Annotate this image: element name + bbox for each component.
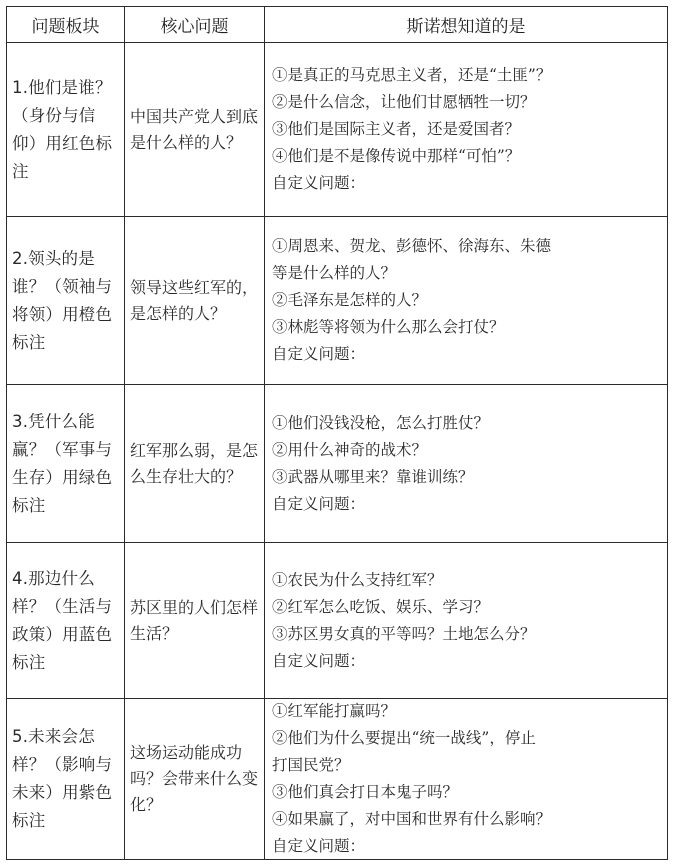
question-table [6,6,668,860]
row-1-want-line: ④他们是不是像传说中那样“可怕”？ [272,147,521,165]
header-core [125,7,265,43]
row-2-want-line: 等是什么样的人？ [272,264,397,282]
row-2-custom-question: 自定义问题： [272,345,366,363]
row-1-core [125,43,265,217]
header-wants [265,7,667,43]
row-3-block-text: 3.凭什么能赢？（军事与生存）用绿色标注 [12,411,113,515]
row-4-core-text: 苏区里的人们怎样生活？ [130,597,259,643]
row-4-core [125,543,265,699]
header-block-label: 问题板块 [31,17,100,37]
row-5-custom-question: 自定义问题： [272,837,366,855]
row-3-custom-question: 自定义问题： [272,494,366,513]
row-5-core-text: 这场运动能成功吗？会带来什么变化？ [130,743,259,814]
row-5-block [7,699,125,859]
row-5-want-line: ④如果赢了，对中国和世界有什么影响？ [272,810,552,828]
row-3-wants [265,385,667,543]
row-5-want-line: 打国民党？ [272,756,350,774]
row-5-want-line: ③他们真会打日本鬼子吗？ [272,783,459,801]
row-5-want-line: ①红军能打赢吗？ [272,702,397,720]
row-5-want-line: ②他们为什么要提出“统一战线”，停止 [272,729,536,747]
row-4-custom-question: 自定义问题： [272,651,366,670]
row-2-block-text: 2.领头的是谁？（领袖与将领）用橙色标注 [12,248,113,352]
row-3-block [7,385,125,543]
header-wants-label: 斯诺想知道的是 [406,17,526,37]
row-4-block [7,543,125,699]
row-2-want-line: ③林彪等将领为什么那么会打仗？ [272,318,505,336]
header-block [7,7,125,43]
row-1-block-text: 1.他们是谁？（身份与信仰）用红色标注 [12,77,113,181]
row-3-want-line: ①他们没钱没枪，怎么打胜仗？ [272,413,490,432]
row-4-wants [265,543,667,699]
row-1-want-line: ①是真正的马克思主义者，还是“土匪”？ [272,66,552,84]
row-3-core-text: 红军那么弱，是怎么生存壮大的？ [130,440,259,486]
row-1-wants [265,43,667,217]
row-2-core [125,217,265,385]
row-4-want-line: ①农民为什么支持红军？ [272,570,443,589]
row-4-block-text: 4.那边什么样？（生活与政策）用蓝色标注 [12,568,113,672]
row-2-want-line: ②毛泽东是怎样的人？ [272,291,428,309]
row-2-want-line: ①周恩来、贺龙、彭德怀、徐海东、朱德 [272,237,552,255]
row-5-wants [265,699,667,859]
row-1-core-text: 中国共产党人到底是什么样的人？ [130,106,259,152]
row-3-want-line: ③武器从哪里来？靠谁训练？ [272,467,474,486]
row-5-core [125,699,265,859]
row-1-want-line: ②是什么信念，让他们甘愿牺牲一切？ [272,93,536,111]
row-2-core-text: 领导这些红军的，是怎样的人？ [130,277,259,323]
row-5-block-text: 5.未来会怎样？（影响与未来）用紫色标注 [12,727,113,830]
row-4-want-line: ③苏区男女真的平等吗？土地怎么分？ [272,624,536,643]
row-3-core [125,385,265,543]
row-2-block [7,217,125,385]
row-1-custom-question: 自定义问题： [272,174,366,192]
row-3-want-line: ②用什么神奇的战术？ [272,440,428,459]
row-2-wants [265,217,667,385]
row-1-want-line: ③他们是国际主义者，还是爱国者？ [272,120,521,138]
row-1-block [7,43,125,217]
row-4-want-line: ②红军怎么吃饭、娱乐、学习？ [272,597,490,616]
header-core-label: 核心问题 [160,17,229,37]
